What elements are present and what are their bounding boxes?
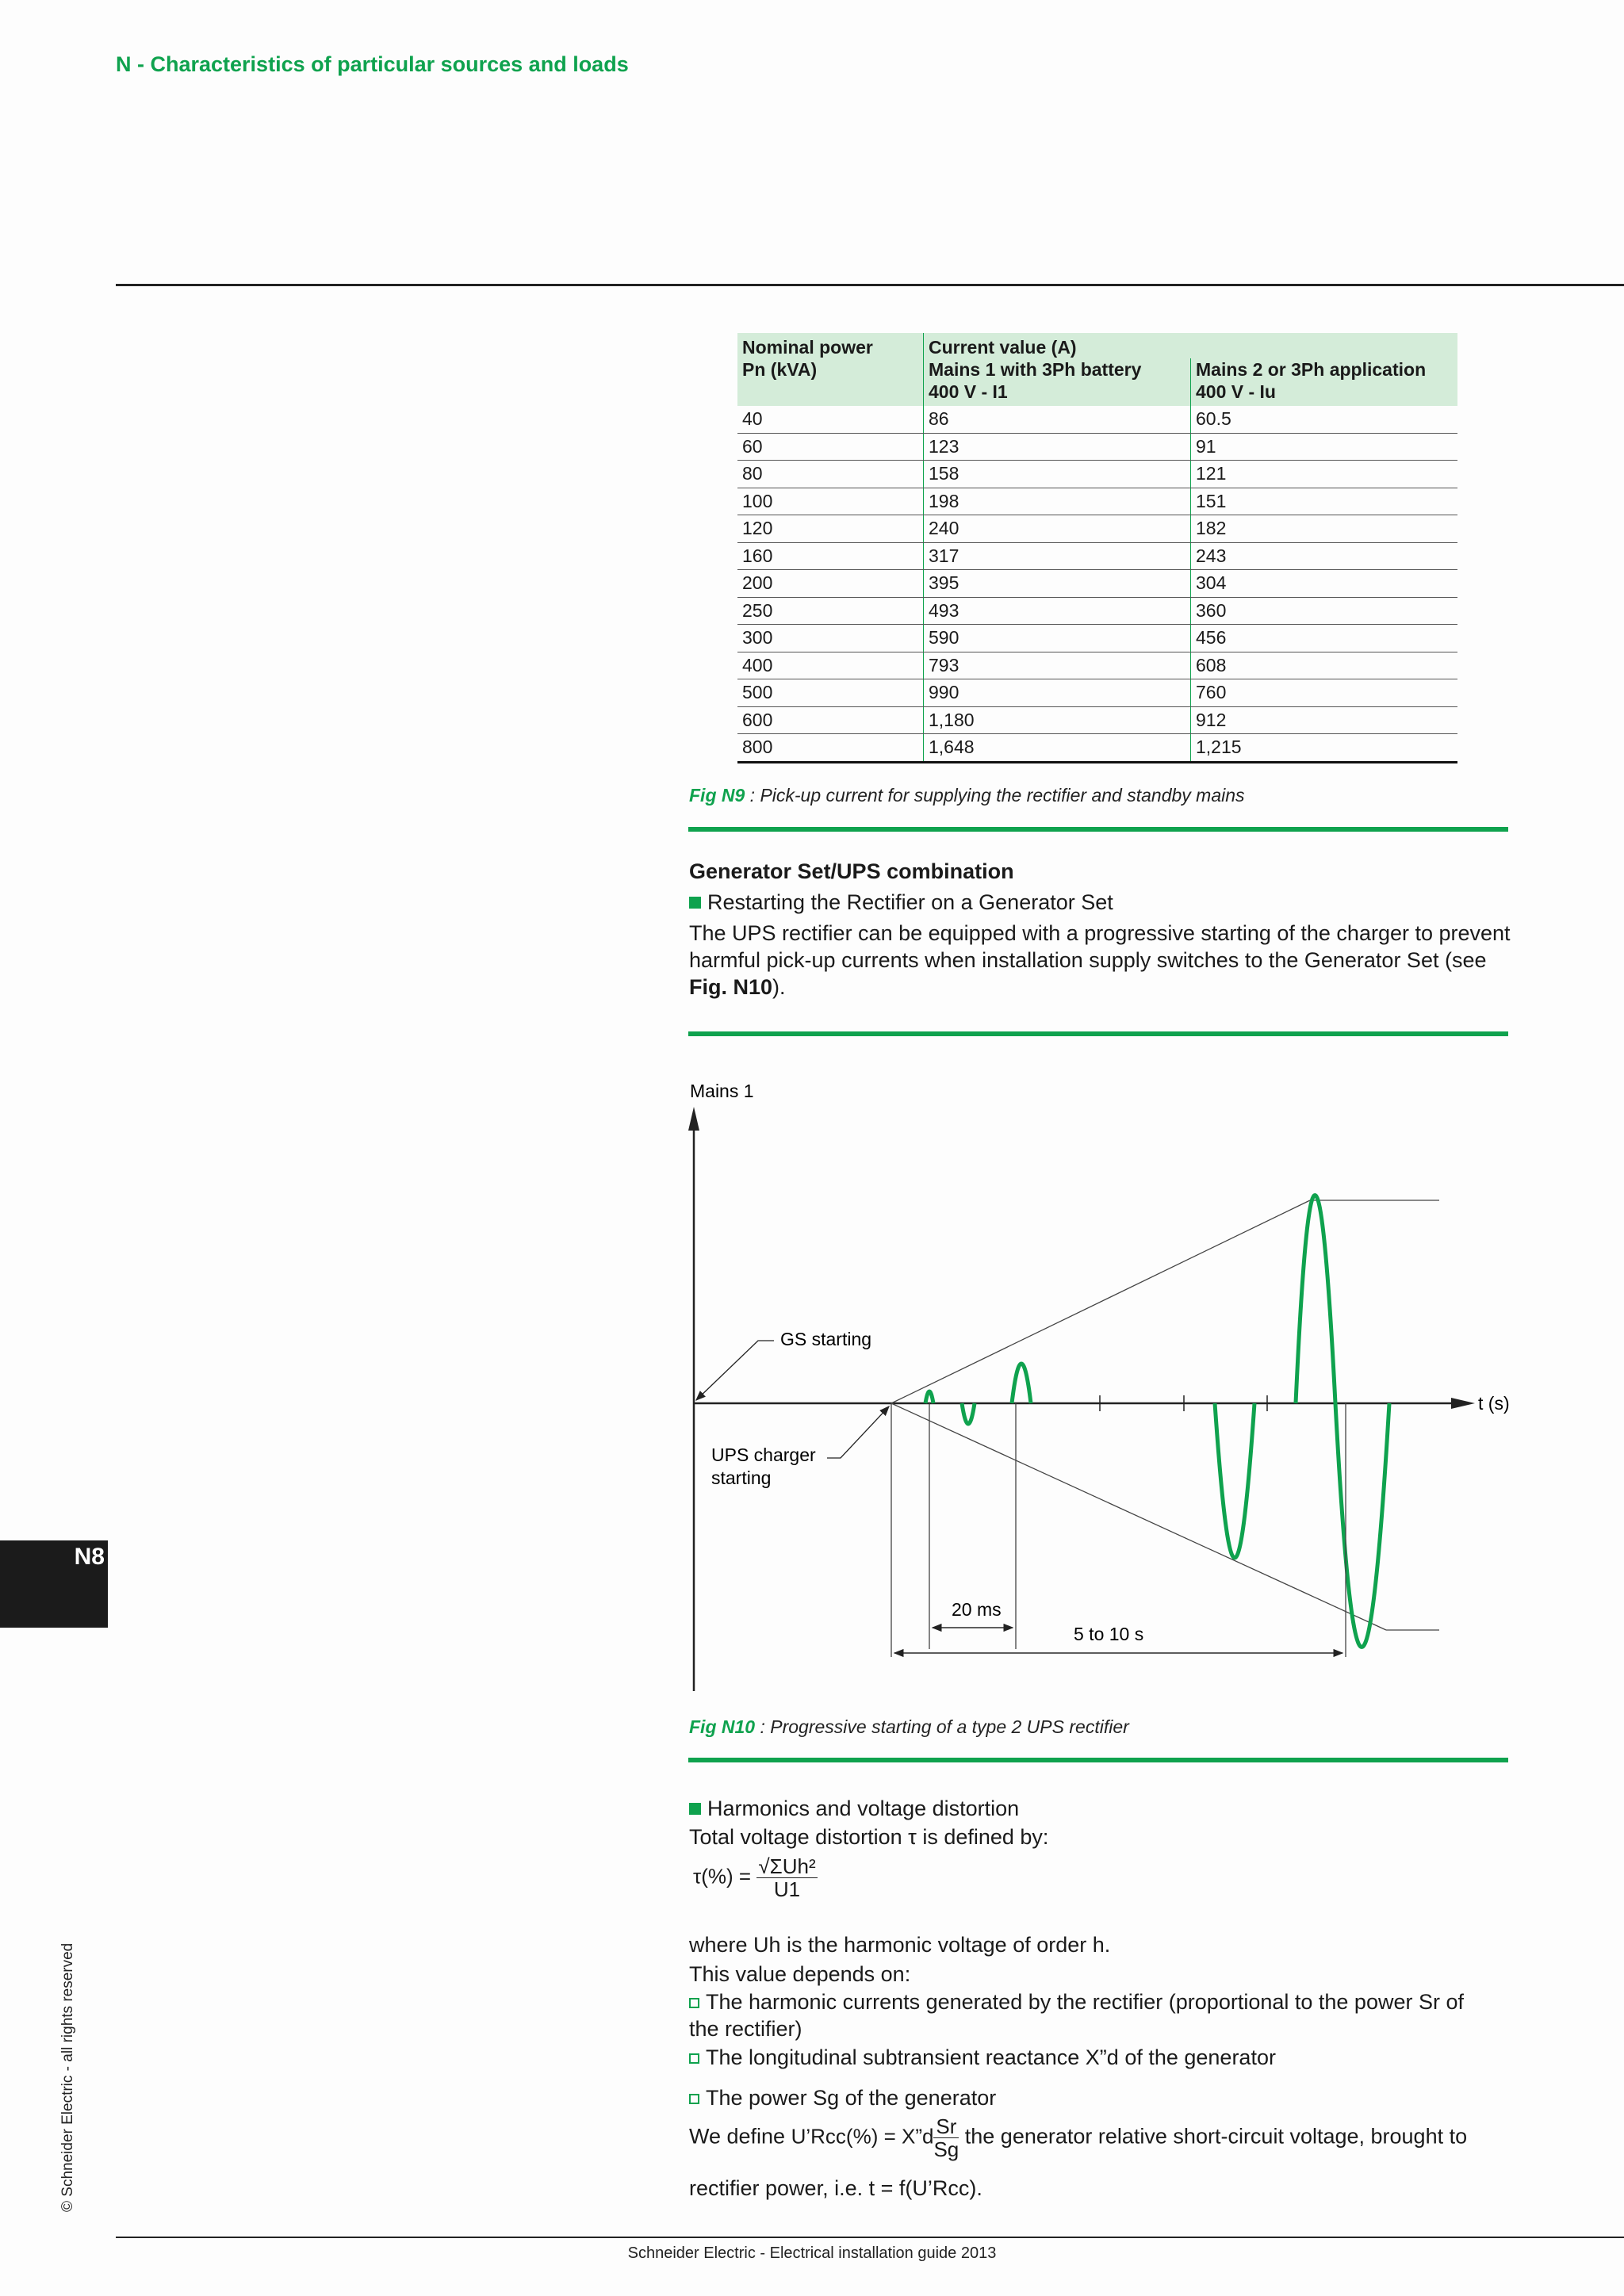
final-line: rectifier power, i.e. t = f(U’Rcc). (689, 2176, 982, 2200)
cell-mains2-current: 243 (1191, 542, 1458, 570)
formula-numerator: √ΣUh² (758, 1854, 816, 1878)
section-tab (0, 1540, 108, 1628)
table-row (737, 652, 1457, 679)
figure-reference: Fig. N10 (689, 975, 773, 999)
table-row (737, 679, 1457, 707)
dim-5-10s-label: 5 to 10 s (1074, 1624, 1144, 1644)
gs-starting-label: GS starting (780, 1329, 872, 1349)
table-row (737, 570, 1457, 598)
table-row (737, 597, 1457, 625)
list-item (689, 2084, 996, 2111)
cell-mains2-current: 60.5 (1191, 406, 1458, 433)
list-item (689, 2044, 1276, 2071)
cell-nominal-power: 60 (737, 433, 924, 461)
header-line: 400 V - I1 (929, 381, 1008, 402)
cell-mains2-current: 360 (1191, 597, 1458, 625)
cell-mains2-current: 151 (1191, 488, 1458, 515)
col-nominal-power-header (737, 333, 924, 406)
cell-mains1-current: 1,180 (924, 706, 1191, 734)
fraction-denominator: Sg (933, 2137, 959, 2161)
green-rule (688, 1758, 1508, 1762)
table-row (737, 515, 1457, 543)
depends-line: This value depends on: (689, 1962, 911, 1986)
table-row (737, 433, 1457, 461)
page-footer: Schneider Electric - Electrical installation guide 2013 (627, 2244, 997, 2262)
table-body (737, 406, 1457, 762)
current-value-group-header (924, 333, 1458, 358)
cell-mains1-current: 198 (924, 488, 1191, 515)
table-row (737, 461, 1457, 488)
waveform-pulse (1012, 1364, 1031, 1403)
header-line: Pn (kVA) (742, 359, 818, 380)
cell-nominal-power: 80 (737, 461, 924, 488)
cell-mains2-current: 912 (1191, 706, 1458, 734)
definition-line (689, 2115, 1467, 2160)
ups-starting-label-1: UPS charger (711, 1445, 816, 1465)
fig-n9-caption (689, 785, 1245, 806)
list-item-text: The harmonic currents generated by the rectifier (proportional to the power Sr of the rectifier) (689, 1990, 1464, 2041)
cell-mains2-current: 304 (1191, 570, 1458, 598)
cell-mains1-current: 590 (924, 625, 1191, 652)
bullet-restarting (689, 889, 1113, 916)
cell-nominal-power: 200 (737, 570, 924, 598)
formula-lhs: τ(%) = (693, 1864, 752, 1888)
header-line: 400 V - Iu (1196, 381, 1276, 402)
waveform-pulse (1215, 1403, 1254, 1558)
cell-mains1-current: 793 (924, 652, 1191, 679)
cell-mains1-current: 158 (924, 461, 1191, 488)
table-row (737, 625, 1457, 652)
definition-fraction (933, 2115, 959, 2160)
cell-mains2-current: 121 (1191, 461, 1458, 488)
lower-envelope (891, 1403, 1386, 1630)
bullet-square-icon (689, 1803, 701, 1815)
fig-label: Fig N9 (689, 785, 745, 806)
copyright-notice: © Schneider Electric - all rights reserved (59, 1942, 76, 2212)
cell-mains2-current: 1,215 (1191, 734, 1458, 763)
table-row (737, 488, 1457, 515)
waveform-pulse (925, 1391, 933, 1403)
section-tab-label: N8 (74, 1544, 105, 1570)
waveform-pulse (1296, 1196, 1335, 1404)
green-rule (688, 1031, 1508, 1036)
cell-nominal-power: 250 (737, 597, 924, 625)
paragraph-text: The UPS rectifier can be equipped with a progressive starting of the charger to prevent harmful pick-up currents when installation supply switches to the Generator Set (see (689, 921, 1511, 972)
cell-mains1-current: 86 (924, 406, 1191, 433)
cell-mains1-current: 395 (924, 570, 1191, 598)
cell-mains1-current: 317 (924, 542, 1191, 570)
distortion-intro: Total voltage distortion τ is defined by: (689, 1825, 1049, 1849)
cell-nominal-power: 120 (737, 515, 924, 543)
pickup-current-table (737, 333, 1457, 763)
hollow-square-icon (689, 2094, 699, 2104)
fraction-numerator: Sr (933, 2115, 959, 2138)
hollow-square-icon (689, 2053, 699, 2064)
cell-nominal-power: 160 (737, 542, 924, 570)
fig-label: Fig N10 (689, 1716, 756, 1737)
fig-n10-caption (689, 1716, 1129, 1738)
header-line: Current value (A) (929, 337, 1077, 358)
section-title: Generator Set/UPS combination (689, 859, 1014, 883)
cell-nominal-power: 800 (737, 734, 924, 763)
cell-mains2-current: 608 (1191, 652, 1458, 679)
progressive-starting-diagram (682, 1070, 1522, 1705)
distortion-formula (693, 1855, 818, 1900)
y-axis-label: Mains 1 (690, 1081, 754, 1101)
cell-nominal-power: 600 (737, 706, 924, 734)
hollow-square-icon (689, 1998, 699, 2008)
bullet-harmonics (689, 1795, 1019, 1822)
dim-20ms-label: 20 ms (952, 1599, 1002, 1620)
cell-nominal-power: 300 (737, 625, 924, 652)
list-item-text: The longitudinal subtransient reactance X”d of the generator (706, 2045, 1276, 2069)
fig-caption-text: : Pick-up current for supplying the rectifier and standby mains (745, 785, 1245, 806)
cell-mains1-current: 493 (924, 597, 1191, 625)
x-axis-label: t (s) (1478, 1393, 1510, 1414)
top-rule (116, 284, 1624, 286)
x-axis-arrow-icon (1451, 1398, 1475, 1409)
ups-starting-label-2: starting (711, 1468, 772, 1488)
table-row (737, 734, 1457, 763)
paragraph-text: ). (772, 975, 786, 999)
formula-denominator: U1 (773, 1877, 801, 1901)
header-line: Mains 1 with 3Ph battery (929, 359, 1142, 380)
header-line: Nominal power (742, 337, 873, 358)
cell-mains1-current: 990 (924, 679, 1191, 707)
cell-mains1-current: 240 (924, 515, 1191, 543)
bullet-text: Harmonics and voltage distortion (707, 1797, 1020, 1820)
cell-mains2-current: 456 (1191, 625, 1458, 652)
cell-nominal-power: 40 (737, 406, 924, 433)
cell-mains1-current: 123 (924, 433, 1191, 461)
col-mains1-header (924, 358, 1191, 406)
table-row (737, 542, 1457, 570)
bullet-text: Restarting the Rectifier on a Generator Set (707, 890, 1113, 914)
cell-nominal-power: 100 (737, 488, 924, 515)
bullet-square-icon (689, 897, 701, 909)
cell-mains2-current: 91 (1191, 433, 1458, 461)
ups-starting-leader (827, 1406, 889, 1458)
col-mains2-header (1191, 358, 1458, 406)
list-item-text: The power Sg of the generator (706, 2086, 997, 2110)
definition-suffix: the generator relative short-circuit voltage, brought to (959, 2124, 1468, 2149)
cell-nominal-power: 400 (737, 652, 924, 679)
table-row (737, 706, 1457, 734)
upper-envelope (891, 1200, 1310, 1403)
y-axis-arrow-icon (688, 1107, 699, 1131)
table-row (737, 406, 1457, 433)
section-paragraph (689, 920, 1514, 1001)
header-line: Mains 2 or 3Ph application (1196, 359, 1427, 380)
cell-mains1-current: 1,648 (924, 734, 1191, 763)
cell-nominal-power: 500 (737, 679, 924, 707)
waveform-pulse (962, 1403, 975, 1424)
definition-formula: U’Rcc(%) = X”d (791, 2124, 934, 2149)
bottom-rule (116, 2237, 1624, 2238)
where-line: where Uh is the harmonic voltage of order h. (689, 1933, 1111, 1957)
cell-mains2-current: 182 (1191, 515, 1458, 543)
gs-starting-leader (696, 1341, 774, 1400)
page-header: N - Characteristics of particular sources and loads (116, 52, 629, 76)
definition-prefix: We define (689, 2124, 786, 2149)
fig-caption-text: : Progressive starting of a type 2 UPS rectifier (755, 1716, 1129, 1737)
formula-fraction (756, 1855, 817, 1900)
green-rule (688, 827, 1508, 832)
cell-mains2-current: 760 (1191, 679, 1458, 707)
list-item (689, 1988, 1498, 2042)
